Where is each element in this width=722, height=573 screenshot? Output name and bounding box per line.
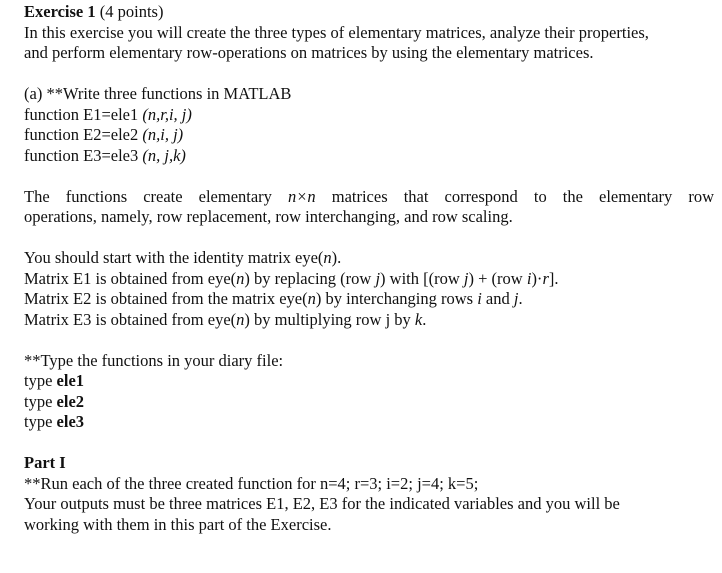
exercise-points: (4 points) bbox=[99, 2, 164, 21]
text-run: Matrix E3 is obtained from eye( bbox=[24, 309, 237, 329]
diary-cmd: type bbox=[24, 391, 53, 411]
function-line-2 bbox=[24, 125, 714, 146]
desc-text-end: matrices that correspond to the elementary row bbox=[331, 186, 715, 206]
intro-line-1: In this exercise you will create the three types of elementary matrices, analyze their properties, bbox=[24, 22, 649, 42]
math-var: i bbox=[526, 268, 532, 288]
diary-function-name: ele1 bbox=[56, 371, 85, 390]
math-var: i bbox=[477, 289, 482, 308]
math-var: k bbox=[414, 309, 423, 329]
matrix-e2-line bbox=[24, 289, 714, 310]
part-1-run-line: **Run each of the three created function for n=4; r=3; i=2; j=4; k=5; bbox=[24, 473, 479, 493]
text-run: )· bbox=[531, 268, 543, 288]
text-run: . bbox=[518, 289, 523, 308]
exercise-document bbox=[24, 2, 714, 535]
function-prefix: function E3=ele3 bbox=[24, 145, 139, 165]
function-line-3 bbox=[24, 146, 714, 167]
text-run: Matrix E1 is obtained from eye( bbox=[24, 268, 237, 288]
part-a-heading: (a) **Write three functions in MATLAB bbox=[24, 84, 292, 103]
text-run: You should start with the identity matrix eye( bbox=[24, 248, 324, 267]
part-1-output-line-2: working with them in this part of the Exercise. bbox=[24, 514, 332, 534]
function-line-1 bbox=[24, 105, 714, 126]
functions-description-line-1 bbox=[24, 187, 714, 208]
text-run: Matrix E2 is obtained from the matrix eye( bbox=[24, 289, 308, 308]
function-prefix: function E1=ele1 bbox=[24, 104, 139, 124]
function-args: (n, j,k) bbox=[142, 145, 186, 165]
math-var: n bbox=[307, 289, 316, 308]
intro-line-2: and perform elementary row-operations on matrices by using the elementary matrices. bbox=[24, 43, 594, 62]
math-var: n bbox=[236, 309, 245, 329]
diary-cmd: type bbox=[24, 371, 53, 390]
math-var: n bbox=[236, 268, 245, 288]
math-var: j bbox=[375, 268, 381, 288]
functions-description-line-2: operations, namely, row replacement, row interchanging, and row scaling. bbox=[24, 207, 513, 226]
desc-text: The functions create elementary bbox=[24, 186, 272, 206]
function-prefix: function E2=ele2 bbox=[24, 125, 139, 144]
function-args: (n,r,i, j) bbox=[142, 104, 192, 124]
text-run: ) by multiplying row j by bbox=[244, 309, 411, 329]
text-run: ) by replacing (row bbox=[244, 268, 372, 288]
text-run: and bbox=[485, 289, 510, 308]
diary-item-3 bbox=[24, 412, 714, 433]
function-args: (n,i, j) bbox=[142, 125, 184, 144]
matrix-e3-line bbox=[24, 310, 714, 331]
diary-item-2 bbox=[24, 392, 714, 413]
part-1-output-line-1: Your outputs must be three matrices E1, E2, E3 for the indicated variables and you will be bbox=[24, 494, 620, 513]
diary-function-name: ele2 bbox=[56, 391, 85, 411]
identity-line bbox=[24, 248, 714, 269]
math-var: j bbox=[463, 268, 469, 288]
desc-math: n×n bbox=[288, 186, 316, 206]
matrix-e1-line bbox=[24, 269, 714, 290]
text-run: ) with [(row bbox=[380, 268, 460, 288]
diary-item-1 bbox=[24, 371, 714, 392]
text-run: ). bbox=[331, 248, 342, 267]
exercise-heading bbox=[24, 2, 714, 23]
diary-heading: **Type the functions in your diary file: bbox=[24, 350, 284, 370]
exercise-title: Exercise 1 bbox=[24, 2, 96, 21]
part-1-title bbox=[24, 453, 714, 474]
text-run: . bbox=[422, 309, 427, 329]
math-var: r bbox=[542, 268, 549, 288]
math-var: j bbox=[513, 289, 519, 308]
diary-function-name: ele3 bbox=[56, 412, 85, 431]
text-run: ) by interchanging rows bbox=[315, 289, 474, 308]
part-1-title-text: Part I bbox=[24, 453, 66, 472]
math-var: n bbox=[323, 248, 332, 267]
text-run: ) + (row bbox=[468, 268, 523, 288]
text-run: ]. bbox=[548, 268, 559, 288]
diary-cmd: type bbox=[24, 412, 53, 431]
